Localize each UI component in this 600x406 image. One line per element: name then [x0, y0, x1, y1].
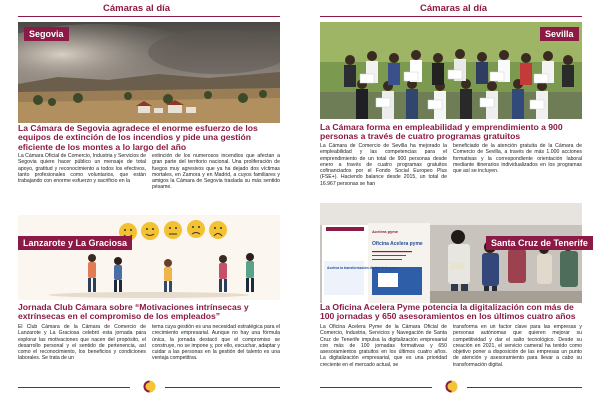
tenerife-body-col1: La Oficina Acelera Pyme de la Cámara Oficial de Comercio, Industria, Servicios y Navegación de Santa Cruz de Tenerife impulsa la digitalización empresarial con más de 100 jornadas formativas y 650 asesoramientos gratuitos en los últimos cuatro años. La digitalización empresarial, que es una prioridad creciente en el mercado actual, se: [320, 324, 447, 368]
acelera-pyme-event-image: [320, 203, 582, 303]
segovia-headline: La Cámara de Segovia agradece el enorme esfuerzo de los equipos de extinción de los incendios y pide una gestión eficiente de los montes a lo largo del año: [18, 123, 258, 152]
right-page: [300, 0, 600, 406]
camara-logo-icon-right: [445, 380, 458, 393]
footer-rule-right-b: [467, 387, 582, 388]
sevilla-headline: La Cámara forma en empleabilidad y emprendimiento a 900 personas a través de cuatro programas gratuitos: [320, 122, 563, 142]
section-header-right: Cámaras al día: [420, 3, 488, 14]
emoji-feedback-image: [18, 215, 280, 300]
sevilla-body-col1: La Cámara de Comercio de Sevilla ha mejorado la empleabilidad y las competencias para el emprendimiento de un total de 900 personas desde enero a través de cuatro programas gratuitos cofinanciados por el Fondo Social Europeo Plus (FSE+). Haciendo balance desde 2015, un total de 16.967 personas se han: [320, 143, 447, 187]
tenerife-photo: [320, 203, 582, 303]
lanzarote-headline: Jornada Club Cámara sobre “Motivaciones intrínsecas y extrínsecas en el compromiso de los empleados”: [18, 302, 249, 322]
acelera-banner: Acelera la transformación digital de tu pyme: [327, 266, 399, 270]
tenerife-headline: La Oficina Acelera Pyme potencia la digitalización con más de 100 jornadas y 650 asesoramientos en los últimos cuatro años: [320, 302, 576, 322]
tenerife-body-col2: transforma en un factor clave para las empresas y personas autónomas que quieren mejorar su competitividad y dar el salto tecnológico. Desde su creación en 2021, el servicio cameral ha tenido como objetivo poner a disposición de las empresas un punto de atención y asesoramiento para llevar a cabo su transformación digital.: [453, 324, 582, 368]
segovia-body-col2: extinción de los numerosos incendios que afectan a gran parte del territorio nacional. Una proliferación de fuegos muy agresivos que ya ha dejado dos víctimas mortales, en Zamora y en Madrid, a cuyos familiares y amigos la Cámara de Segovia traslada su más sentido pésame.: [152, 153, 280, 191]
lanzarote-tag: Lanzarote y La Graciosa: [18, 236, 132, 250]
lanzarote-body-col1: El Club Cámara de la Cámara de Comercio de Lanzarote y La Graciosa celebró esta jornada para explorar las motivaciones que nacen del propósito, el desarrollo personal y el sentido de pertenencia, así como el reconocimiento, los beneficios y condiciones laborales. Se trata de un: [18, 324, 146, 362]
sevilla-tag: Sevilla: [540, 27, 579, 41]
tenerife-tag: Santa Cruz de Tenerife: [486, 236, 593, 250]
footer-rule-left-a: [18, 387, 130, 388]
sevilla-body-col2: beneficiado de la atención gratuita de la Cámara de Comercio de Sevilla, a través de más 1.000 acciones formativas y la correspondiente orientación laboral mediante itinerarios individualizados en los programas que así se incluyen.: [453, 143, 582, 175]
footer-rule-left-b: [165, 387, 280, 388]
lanzarote-photo: [18, 215, 280, 300]
camara-logo-icon: [143, 380, 156, 393]
lanzarote-body-col2: tema cuya gestión es una necesidad estratégica para el crecimiento empresarial. Aunque no hay una fórmula única, la jornada destacó que el compromiso se construye, no se impone y, por ello, escuchar, adaptar y cuidar a las personas en la gestión del talento es una ventaja competitiva.: [152, 324, 280, 362]
footer-rule-right-a: [320, 387, 432, 388]
segovia-body-col1: La Cámara Oficial de Comercio, Industria y Servicios de Segovia quiere hacer público un mensaje de total apoyo, gratitud y reconocimiento a todos los efectivos, tanto profesionales como voluntarios, que están trabajando con enorme esfuerzo y sacrificio en la: [18, 153, 146, 185]
header-rule-left: [18, 16, 280, 17]
acelera-sign-small: Acelera pyme: [372, 229, 399, 234]
header-rule-right: [320, 16, 582, 17]
segovia-tag: Segovia: [24, 27, 69, 41]
oficina-sign: Oficina Acelera pyme: [372, 241, 423, 247]
section-header-left: Cámaras al día: [103, 3, 171, 14]
